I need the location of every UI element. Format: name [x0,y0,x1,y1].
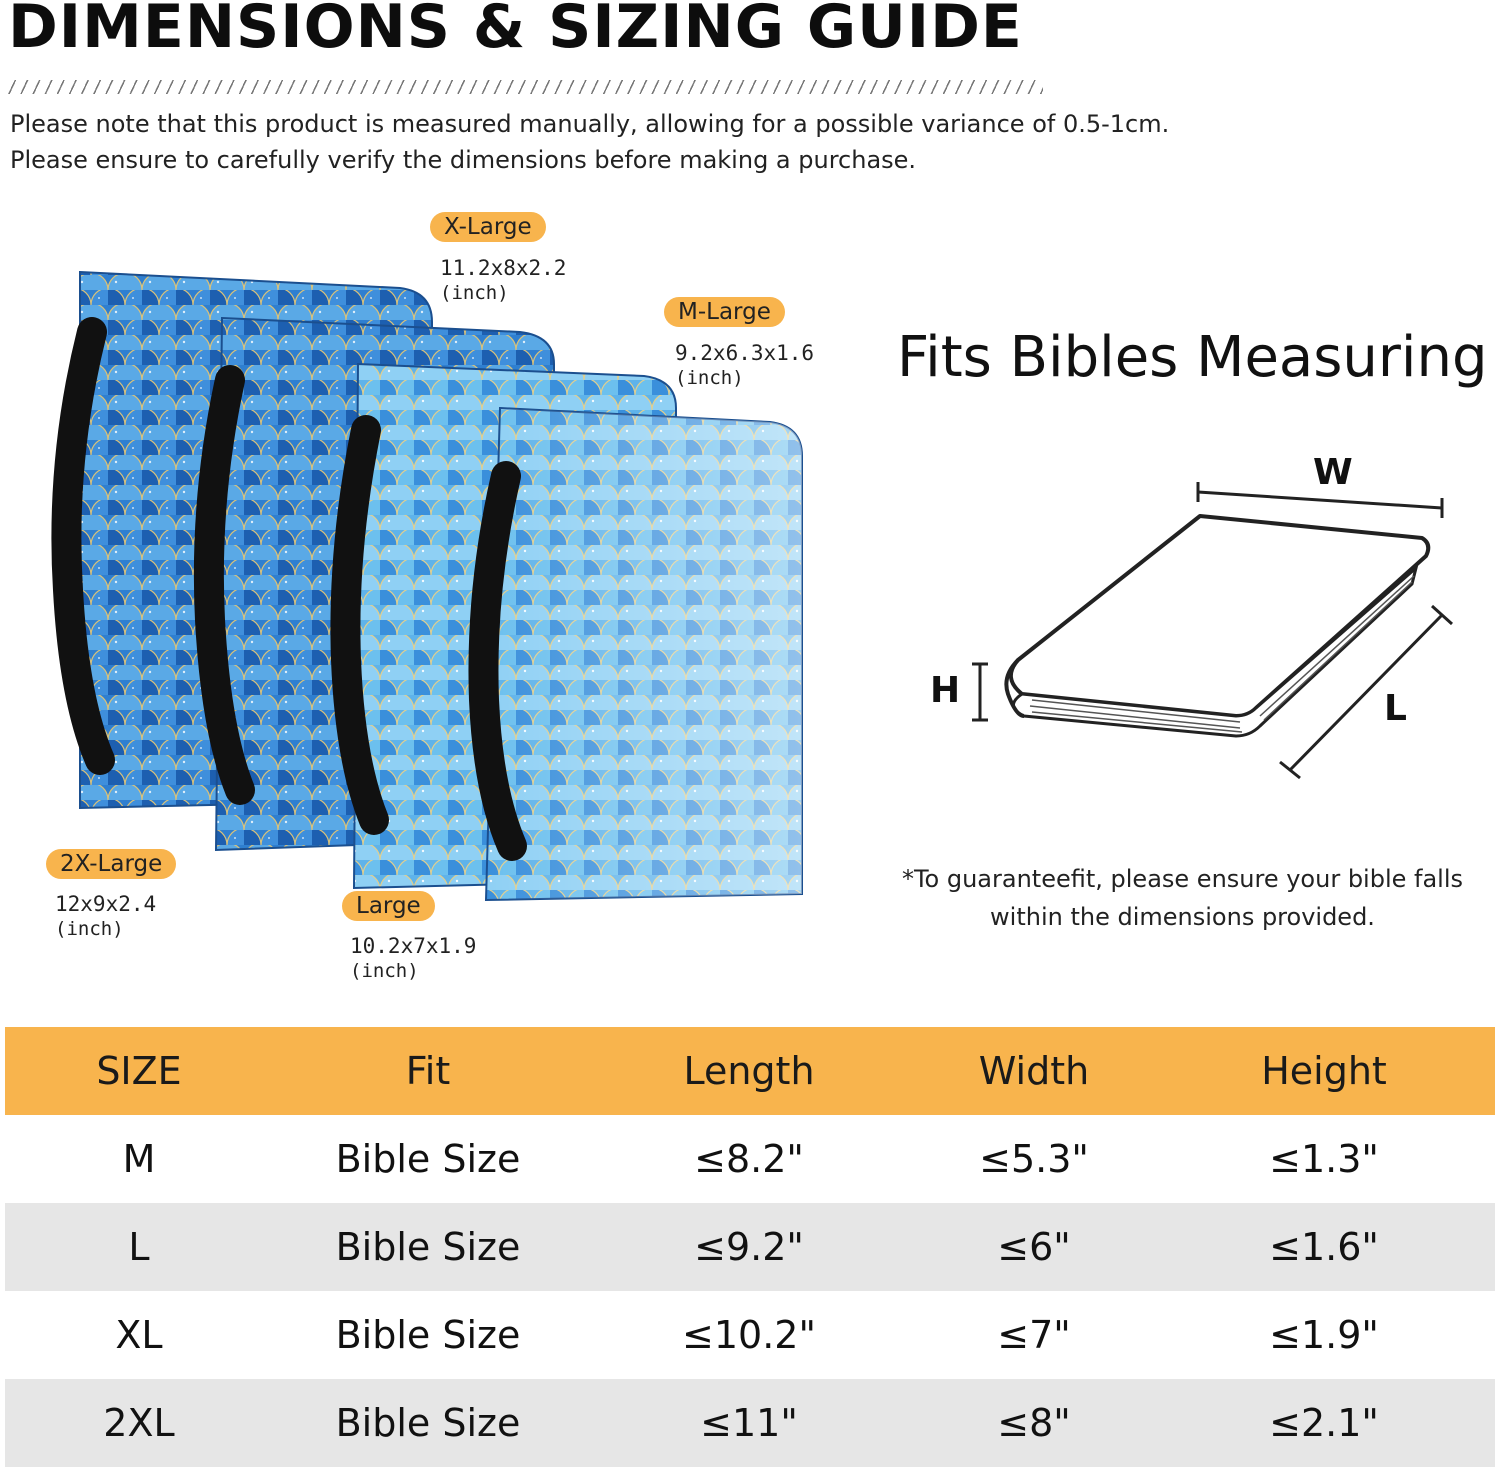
dims-m-large: 9.2x6.3x1.6 (inch) [675,341,815,389]
cell-fit: Bible Size [335,1313,521,1357]
header-width: Width [915,1027,1153,1115]
cell-size: 2XL [5,1379,273,1467]
fits-heading: Fits Bibles Measuring [897,325,1488,390]
fit-guarantee-note: *To guaranteefit, please ensure your bible falls within the dimensions provided. [901,865,1464,931]
table-row [5,1379,1495,1467]
cell-height: ≤2.1" [1153,1379,1495,1467]
size-table [5,1027,1495,1467]
cell-length: ≤8.2" [694,1137,804,1181]
cell-height: ≤1.6" [1153,1203,1495,1291]
cell-length: ≤10.2" [682,1313,816,1357]
hatch-divider [8,80,1043,94]
badge-2x-large: 2X-Large [46,849,176,879]
header-fit: Fit [273,1027,583,1115]
cell-fit: Bible Size [273,1379,583,1467]
badge-x-large: X-Large [430,212,546,242]
dims-large: 10.2x7x1.9 (inch) [350,934,477,982]
cell-size: M [122,1137,156,1181]
table-row [5,1115,1495,1203]
disclaimer-line-2: Please ensure to carefully verify the dimensions before making a purchase. [10,146,917,174]
cell-length: ≤11" [583,1379,915,1467]
dims-x-large: 11.2x8x2.2 (inch) [440,256,567,304]
cell-fit: Bible Size [273,1203,583,1291]
book-dimension-diagram [960,480,1460,790]
badge-m-large: M-Large [664,297,785,327]
dims-2x-large: 12x9x2.4 (inch) [55,892,157,940]
cell-height: ≤1.9" [1269,1313,1379,1357]
cover-m-large [483,408,802,900]
width-label: W [1313,452,1353,493]
disclaimer-line-1: Please note that this product is measured manually, allowing for a possible variance of 0.5-1cm. [10,110,1170,138]
cell-fit: Bible Size [335,1137,521,1181]
badge-large: Large [342,891,435,921]
page-title: DIMENSIONS & SIZING GUIDE [8,0,1023,62]
height-label: H [930,670,961,711]
length-label: L [1384,688,1407,729]
cell-width: ≤6" [915,1203,1153,1291]
table-row [5,1291,1495,1379]
table-row [5,1203,1495,1291]
table-header-row [5,1027,1495,1115]
header-height: Height [1153,1027,1495,1115]
cell-height: ≤1.3" [1269,1137,1379,1181]
header-length: Length [583,1027,915,1115]
cell-width: ≤8" [915,1379,1153,1467]
header-size: SIZE [5,1027,273,1115]
cell-size: XL [115,1313,163,1357]
cell-size: L [5,1203,273,1291]
cell-width: ≤5.3" [979,1137,1089,1181]
cell-length: ≤9.2" [583,1203,915,1291]
cell-width: ≤7" [997,1313,1071,1357]
